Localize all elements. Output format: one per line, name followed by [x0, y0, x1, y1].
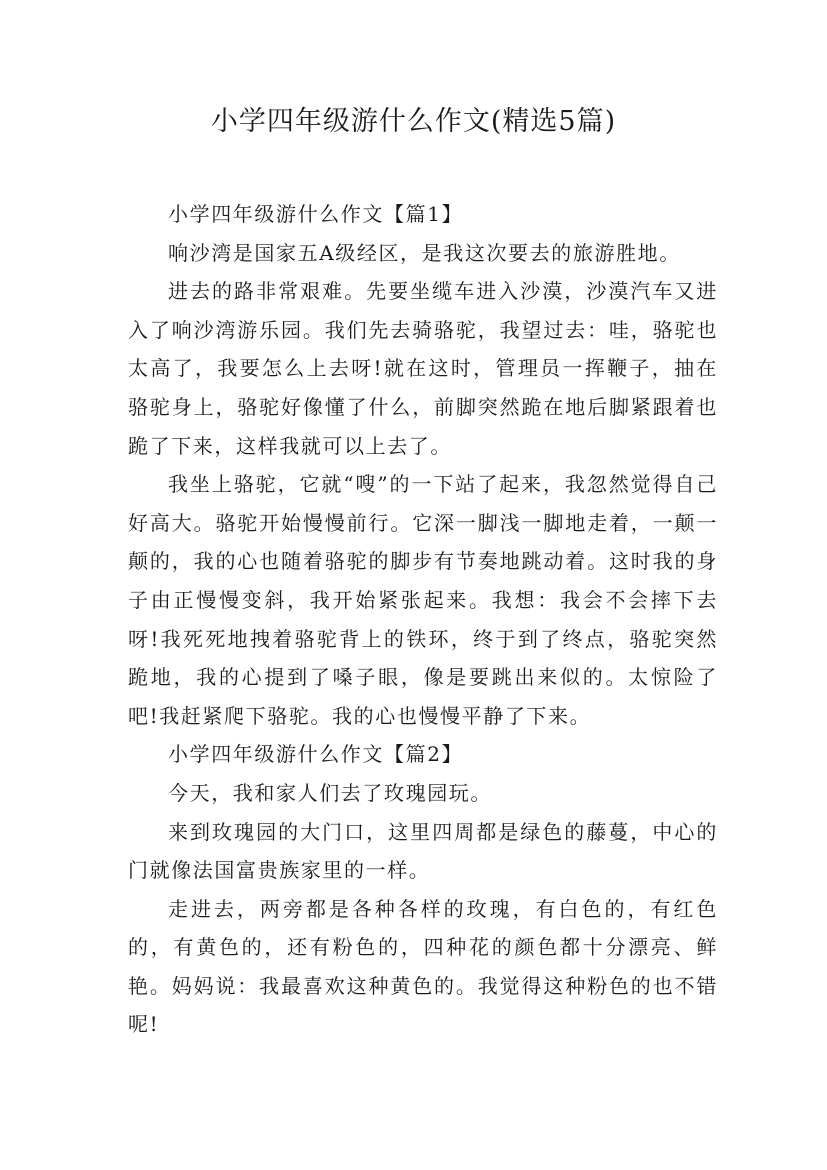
essay-heading-1: 小学四年级游什么作文【篇1】: [168, 202, 464, 226]
paragraph: 走进去，两旁都是各种各样的玫瑰，有白色的，有红色的，有黄色的，还有粉色的，四种花的颜色都十分漂亮、鲜艳。妈妈说：我最喜欢这种黄色的。我觉得这种粉色的也不错呢!: [128, 896, 718, 1037]
paragraph: 今天，我和家人们去了玫瑰园玩。: [168, 780, 492, 805]
paragraph: 我坐上骆驼，它就“嗖”的一下站了起来，我忽然觉得自己好高大。骆驼开始慢慢前行。它深一脚浅一脚地走着，一颠一颠的，我的心也随着骆驼的脚步有节奏地跳动着。这时我的身子由正慢慢变斜，我开始紧张起来。我想：我会不会摔下去呀!我死死地拽着骆驼背上的铁环，终于到了终点，骆驼突然跪地，我的心提到了嗓子眼，像是要跳出来似的。太惊险了吧!我赶紧爬下骆驼。我的心也慢慢平静了下来。: [128, 472, 718, 728]
essay-heading-2: 小学四年级游什么作文【篇2】: [168, 742, 464, 767]
paragraph: 来到玫瑰园的大门口，这里四周都是绿色的藤蔓，中心的门就像法国富贵族家里的一样。: [128, 819, 718, 883]
paragraph: 进去的路非常艰难。先要坐缆车进入沙漠，沙漠汽车又进入了响沙湾游乐园。我们先去骑骆驼，我望过去：哇，骆驼也太高了，我要怎么上去呀!就在这时，管理员一挥鞭子，抽在骆驼身上，骆驼好像懂了什么，前脚突然跪在地后脚紧跟着也跪了下来，这样我就可以上去了。: [128, 279, 718, 458]
document-title: 小学四年级游什么作文(精选5篇): [210, 106, 617, 137]
paragraph: 响沙湾是国家五A级经区，是我这次要去的旅游胜地。: [168, 240, 681, 265]
document-body: [128, 195, 718, 1044]
